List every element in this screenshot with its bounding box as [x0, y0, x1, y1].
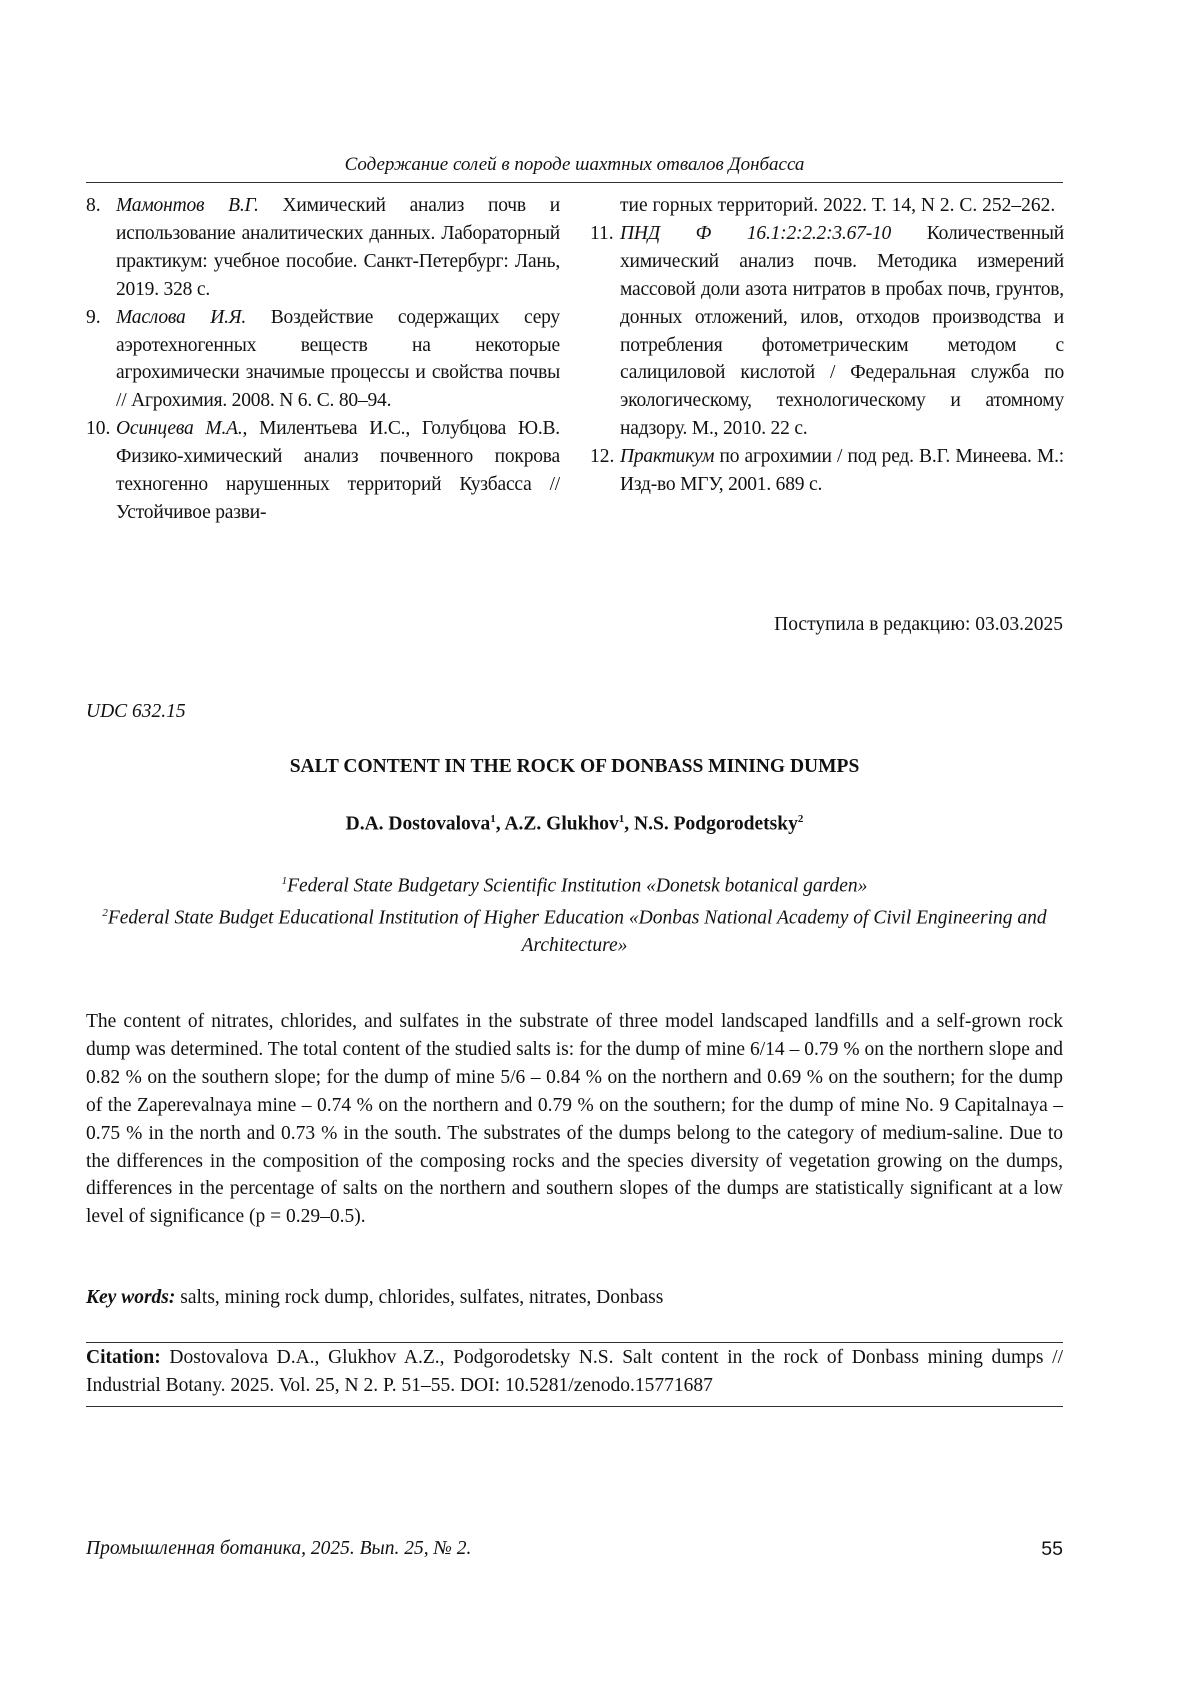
reference-author: Мамонтов В.Г.: [116, 195, 259, 216]
separator: ,: [624, 814, 634, 835]
reference-text: , Милентьева И.С., Голубцова Ю.В. Физико-химический анализ почвенного покрова техногенно нарушенных территорий Кузбасса // Устойчивое разви-: [116, 418, 560, 523]
affiliation-text: Federal State Budgetary Scientific Institution «Donetsk botanical garden»: [287, 876, 867, 897]
affiliation-mark: 1: [282, 875, 288, 887]
citation: [86, 1344, 1063, 1400]
author-name: N.S. Podgorodetsky: [634, 814, 798, 835]
reference-author: Практикум: [620, 446, 714, 467]
authors: [86, 813, 1063, 836]
reference-text: Химический анализ почв и использование аналитических данных. Лабораторный практикум: учебное пособие. Санкт-Петербург: Лань, 2019. 328 с.: [116, 195, 560, 300]
references-left-column: [86, 192, 560, 527]
keywords: [86, 1287, 663, 1309]
reference-number: 8.: [86, 192, 116, 304]
affiliation: [86, 868, 1063, 900]
journal-footer: Промышленная ботаника, 2025. Вып. 25, № 2.: [86, 1538, 471, 1560]
reference-author: Маслова И.Я.: [116, 307, 246, 328]
reference-number: 12.: [590, 443, 620, 499]
reference-item: [590, 220, 1064, 443]
keywords-text: salts, mining rock dump, chlorides, sulfates, nitrates, Donbass: [175, 1287, 663, 1308]
reference-item: [86, 304, 560, 416]
page-number: 55: [1041, 1538, 1063, 1561]
reference-text: Воздействие содержащих серу аэротехногенных веществ на некоторые агрохимически значимые процессы и свойства почвы // Агрохимия. 2008. N 6. С. 80–94.: [116, 307, 560, 412]
citation-bottom-rule: [86, 1406, 1063, 1407]
reference-item: [86, 415, 560, 527]
abstract: The content of nitrates, chlorides, and sulfates in the substrate of three model landscaped landfills and a self-grown rock dump was determined. The total content of the studied salts is: for the dump of mine 6/14 – 0.79 % on the northern slope and 0.82 % on the southern slope; for the dump of mine 5/6 – 0.84 % on the northern and 0.69 % on the southern; for the dump of the Zaperevalnaya mine – 0.74 % on the northern and 0.79 % on the southern; for the dump of mine No. 9 Capitalnaya – 0.75 % in the north and 0.73 % in the south. The substrates of the dumps belong to the category of medium-saline. Due to the differences in the composition of the composing rocks and the species diversity of vegetation growing on the dumps, differences in the percentage of salts on the northern and southern slopes of the dumps are statistically significant at a low level of significance (p = 0.29–0.5).: [86, 1008, 1063, 1231]
reference-number: 11.: [590, 220, 620, 443]
header-rule: [86, 182, 1063, 183]
article-title: SALT CONTENT IN THE ROCK OF DONBASS MINING DUMPS: [86, 756, 1063, 778]
reference-item: [590, 443, 1064, 499]
citation-label: Citation:: [86, 1347, 161, 1368]
citation-top-rule: [86, 1342, 1063, 1343]
keywords-label: Key words:: [86, 1287, 175, 1308]
reference-text: по агрохимии / под ред. В.Г. Минеева. М.: Изд-во МГУ, 2001. 689 с.: [620, 446, 1064, 495]
affiliations: [86, 868, 1063, 960]
reference-author: ПНД Ф 16.1:2:2.2:3.67-10: [620, 223, 891, 244]
affiliation-text: Federal State Budget Educational Institution of Higher Education «Donbas National Academy of Civil Engineering and Architecture»: [108, 908, 1047, 957]
references-right-column: [590, 192, 1064, 499]
affiliation: [86, 900, 1063, 960]
reference-continuation: тие горных территорий. 2022. Т. 14, N 2. С. 252–262.: [590, 192, 1064, 220]
received-date: Поступила в редакцию: 03.03.2025: [774, 614, 1063, 636]
author-affiliation-mark: 1: [619, 813, 625, 825]
reference-number: 9.: [86, 304, 116, 416]
affiliation-mark: 2: [102, 907, 108, 919]
running-header: Содержание солей в породе шахтных отвалов Донбасса: [86, 154, 1063, 176]
author-affiliation-mark: 2: [798, 813, 804, 825]
author-name: D.A. Dostovalova: [346, 814, 491, 835]
reference-number: 10.: [86, 415, 116, 527]
author-name: A.Z. Glukhov: [504, 814, 618, 835]
author-affiliation-mark: 1: [490, 813, 496, 825]
reference-text: Количественный химический анализ почв. Методика измерений массовой доли азота нитратов в пробах почв, грунтов, донных отложений, илов, отходов производства и потребления фотометрическим методом с салициловой кислотой / Федеральная служба по экологическому, технологическому и атомному надзору. М., 2010. 22 с.: [620, 223, 1064, 439]
citation-text: Dostovalova D.A., Glukhov A.Z., Podgorodetsky N.S. Salt content in the rock of Donbass mining dumps // Industrial Botany. 2025. Vol. 25, N 2. P. 51–55. DOI: 10.5281/zenodo.15771687: [86, 1347, 1063, 1396]
reference-author: Осинцева М.А.: [116, 418, 243, 439]
separator: ,: [496, 814, 505, 835]
reference-item: [86, 192, 560, 304]
udc-code: UDC 632.15: [86, 701, 186, 723]
